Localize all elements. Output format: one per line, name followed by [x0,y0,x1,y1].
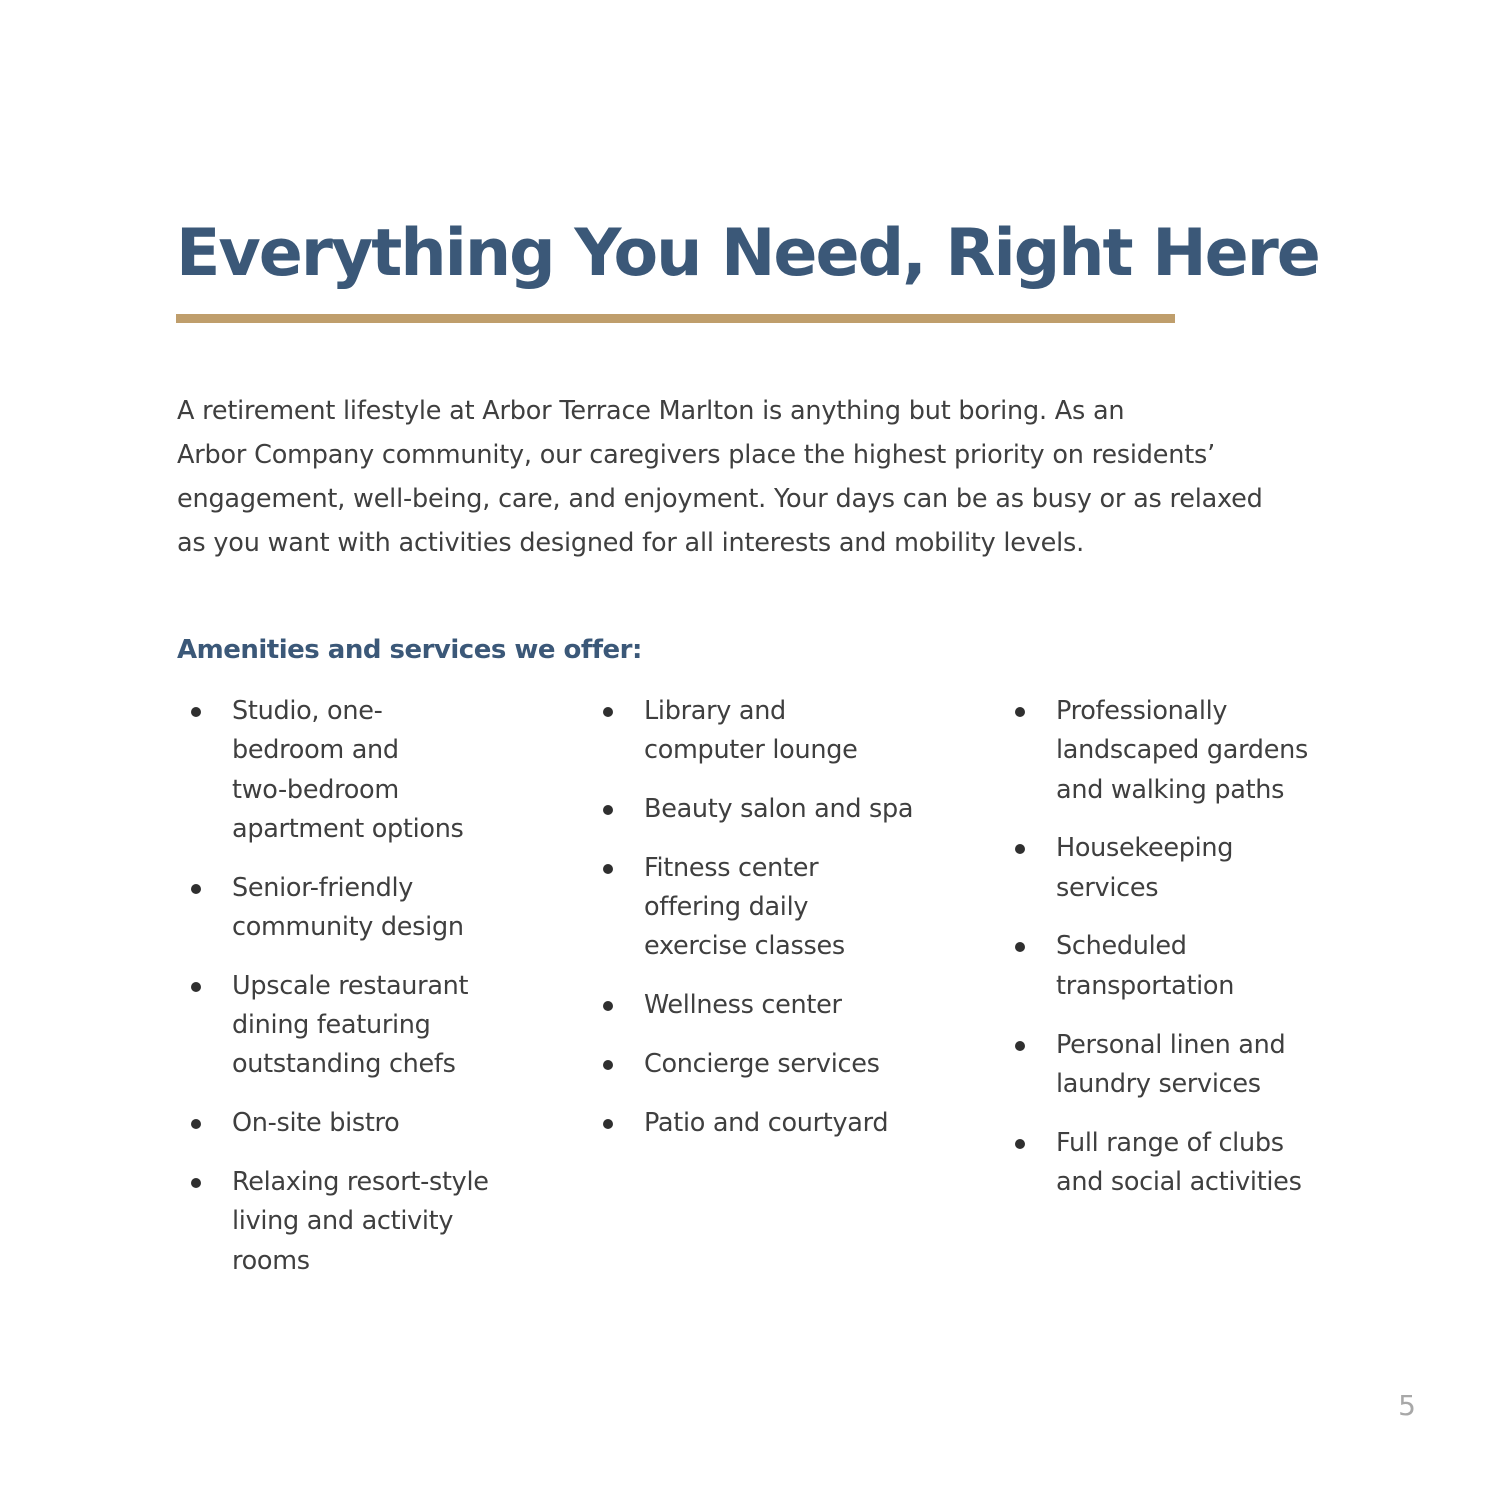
title-underline-rule [176,314,1175,323]
bullet-icon [191,1178,201,1188]
amenity-label [232,967,536,1085]
bullet-icon [603,707,613,717]
amenity-list-item [588,1104,968,1143]
amenity-label [232,1163,536,1281]
amenity-label-line: Personal linen and [1056,1029,1286,1060]
amenity-label [644,849,968,967]
amenity-label-line: Upscale restaurant [232,970,469,1001]
amenity-label-line: Wellness center [644,990,842,1021]
amenity-list-item [588,692,968,771]
amenity-label [1056,829,1360,908]
amenity-label-line: and social activities [1056,1166,1302,1197]
amenity-label [232,692,536,849]
bullet-icon [1015,1041,1025,1051]
amenity-label-line: Fitness center [644,852,819,883]
bullet-icon [603,1060,613,1070]
page-title: Everything You Need, Right Here [176,216,1319,291]
amenity-label-line: community design [232,911,464,942]
amenity-label [644,1045,968,1084]
amenity-label-line: Full range of clubs [1056,1127,1284,1158]
bullet-icon [191,982,201,992]
bullet-icon [603,1119,613,1129]
amenity-list-item [176,869,536,948]
amenity-label [1056,692,1360,810]
amenity-list-item [176,692,536,849]
bullet-icon [191,884,201,894]
amenity-list-item [176,1104,536,1143]
amenity-list-item [1000,692,1360,810]
amenity-label [1056,1026,1360,1105]
amenity-label-line: Beauty salon and spa [644,794,914,825]
amenity-label-line: bedroom and [232,735,399,766]
amenity-label-line: dining featuring [232,1010,431,1041]
amenity-label-line: Relaxing resort-style [232,1166,489,1197]
bullet-icon [1015,707,1025,717]
amenity-label-line: computer lounge [644,735,858,766]
amenity-label [1056,927,1360,1006]
amenities-heading: Amenities and services we offer: [177,635,642,665]
amenity-label-line: two-bedroom [232,774,399,805]
amenities-column-1 [176,692,536,1300]
amenities-column-2 [588,692,968,1163]
intro-line: A retirement lifestyle at Arbor Terrace Marlton is anything but boring. As an [177,396,1125,426]
amenity-label [644,692,968,771]
bullet-icon [1015,942,1025,952]
amenity-label [644,986,968,1025]
amenity-label-line: rooms [232,1245,310,1276]
amenity-label-line: outstanding chefs [232,1049,456,1080]
amenity-label [232,869,536,948]
amenity-label-line: Patio and courtyard [644,1107,889,1138]
amenity-list-item [176,967,536,1085]
amenity-label-line: laundry services [1056,1068,1261,1099]
amenity-label-line: Housekeeping [1056,833,1234,864]
amenity-label-line: living and activity [232,1206,454,1237]
amenity-list-item [588,1045,968,1084]
amenity-label-line: Studio, one- [232,696,383,726]
amenity-list-item [588,790,968,829]
amenity-list-item [1000,927,1360,1006]
amenity-label [644,1104,968,1143]
amenity-label-line: exercise classes [644,931,845,962]
amenity-label-line: landscaped gardens [1056,735,1308,766]
amenity-label [232,1104,536,1143]
intro-paragraph [177,389,1297,565]
amenity-label-line: Library and [644,696,786,726]
amenity-list-item [1000,1124,1360,1203]
amenity-label-line: Professionally [1056,696,1228,726]
page-number: 5 [1398,1389,1416,1422]
amenity-label-line: apartment options [232,813,464,844]
amenity-label-line: and walking paths [1056,774,1285,805]
amenity-label-line: services [1056,872,1159,903]
amenity-label [644,790,968,829]
bullet-icon [191,707,201,717]
amenity-list-item [1000,1026,1360,1105]
intro-line: Arbor Company community, our caregivers place the highest priority on residents’ [177,440,1216,470]
amenity-list-item [588,986,968,1025]
amenity-label-line: offering daily [644,892,809,923]
amenity-list-item [176,1163,536,1281]
amenity-label-line: Scheduled [1056,931,1187,962]
amenities-column-3 [1000,692,1360,1222]
bullet-icon [603,1001,613,1011]
amenity-label-line: Senior-friendly [232,872,414,903]
amenity-label-line: On-site bistro [232,1108,400,1139]
bullet-icon [603,864,613,874]
amenity-list-item [1000,829,1360,908]
intro-line: as you want with activities designed for all interests and mobility levels. [177,528,1085,558]
intro-line: engagement, well-being, care, and enjoyment. Your days can be as busy or as relaxed [177,484,1263,514]
amenity-label-line: transportation [1056,970,1235,1001]
amenity-list-item [588,849,968,967]
bullet-icon [191,1119,201,1129]
amenity-label-line: Concierge services [644,1049,880,1080]
bullet-icon [1015,844,1025,854]
amenity-label [1056,1124,1360,1203]
bullet-icon [603,805,613,815]
bullet-icon [1015,1139,1025,1149]
